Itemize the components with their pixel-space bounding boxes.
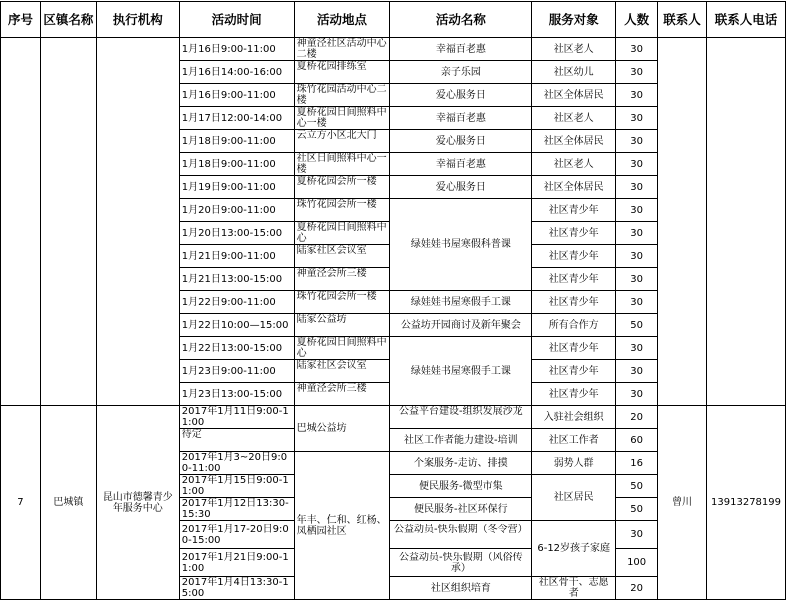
place-cell: 云立方小区北大门 <box>294 130 390 153</box>
target-cell-merged: 6-12岁孩子家庭 <box>532 521 616 577</box>
activity-cell: 社区组织培育 <box>390 577 532 600</box>
count-cell: 50 <box>616 498 658 521</box>
time-cell: 1月20日13:00-15:00 <box>179 222 294 245</box>
activity-cell: 公益平台建设-组织发展沙龙 <box>390 406 532 429</box>
count-cell: 30 <box>616 176 658 199</box>
place-cell: 夏桥花园日间照料中心 <box>294 222 390 245</box>
time-cell: 1月18日9:00-11:00 <box>179 153 294 176</box>
activity-cell: 幸福百老惠 <box>390 38 532 61</box>
time-cell: 1月22日13:00-15:00 <box>179 337 294 360</box>
target-cell: 社区老人 <box>532 107 616 130</box>
place-cell: 夏桥花园日间照料中心一楼 <box>294 107 390 130</box>
time-cell: 2017年1月12日13:30-15:30 <box>179 498 294 521</box>
target-cell: 弱势人群 <box>532 452 616 475</box>
time-cell: 1月16日9:00-11:00 <box>179 38 294 61</box>
count-cell: 16 <box>616 452 658 475</box>
target-cell: 社区青少年 <box>532 199 616 222</box>
place-cell: 神童泾会所三楼 <box>294 268 390 291</box>
activity-cell: 公益动员-快乐假期（风俗传承） <box>390 549 532 577</box>
time-cell: 2017年1月4日13:30-15:00 <box>179 577 294 600</box>
time-cell: 待定 <box>179 429 294 452</box>
table-row <box>1 38 786 61</box>
header-town: 区镇名称 <box>40 2 96 38</box>
header-phone: 联系人电话 <box>707 2 786 38</box>
count-cell: 30 <box>616 245 658 268</box>
seq-cell <box>1 38 41 406</box>
activity-cell: 爱心服务日 <box>390 176 532 199</box>
place-cell: 夏桥花园日间照料中心 <box>294 337 390 360</box>
contact-cell: 曾川 <box>658 406 707 600</box>
time-cell: 1月17日12:00-14:00 <box>179 107 294 130</box>
place-cell-merged: 年丰、仁和、红杨、凤栖园社区 <box>294 452 390 600</box>
count-cell: 30 <box>616 268 658 291</box>
time-cell: 1月22日10:00—15:00 <box>179 314 294 337</box>
count-cell: 30 <box>616 61 658 84</box>
header-place: 活动地点 <box>294 2 390 38</box>
time-cell: 1月20日9:00-11:00 <box>179 199 294 222</box>
time-cell: 1月23日9:00-11:00 <box>179 360 294 383</box>
count-cell: 30 <box>616 153 658 176</box>
place-cell: 社区日间照料中心一楼 <box>294 153 390 176</box>
count-cell: 30 <box>616 38 658 61</box>
header-target: 服务对象 <box>532 2 616 38</box>
target-cell: 社区青少年 <box>532 268 616 291</box>
time-cell: 1月23日13:00-15:00 <box>179 383 294 406</box>
place-cell: 夏桥花园排练室 <box>294 61 390 84</box>
place-cell: 陆家公益坊 <box>294 314 390 337</box>
activity-cell: 公益坊开园商讨及新年聚会 <box>390 314 532 337</box>
place-cell: 珠竹花园活动中心二楼 <box>294 84 390 107</box>
count-cell: 20 <box>616 577 658 600</box>
activity-cell: 爱心服务日 <box>390 84 532 107</box>
time-cell: 2017年1月21日9:00-11:00 <box>179 549 294 577</box>
activity-cell: 幸福百老惠 <box>390 153 532 176</box>
time-cell: 1月19日9:00-11:00 <box>179 176 294 199</box>
place-cell-merged: 巴城公益坊 <box>294 406 390 452</box>
activity-cell: 爱心服务日 <box>390 130 532 153</box>
contact-cell <box>658 38 707 406</box>
count-cell: 30 <box>616 291 658 314</box>
time-cell: 1月22日9:00-11:00 <box>179 291 294 314</box>
activity-cell-merged: 绿娃娃书屋寒假科普课 <box>390 199 532 291</box>
org-cell <box>96 38 179 406</box>
target-cell: 社区全体居民 <box>532 176 616 199</box>
place-cell: 神童泾会所三楼 <box>294 383 390 406</box>
town-cell: 巴城镇 <box>40 406 96 600</box>
header-count: 人数 <box>616 2 658 38</box>
target-cell: 社区幼儿 <box>532 61 616 84</box>
seq-cell: 7 <box>1 406 41 600</box>
count-cell: 60 <box>616 429 658 452</box>
target-cell: 社区全体居民 <box>532 130 616 153</box>
count-cell: 30 <box>616 360 658 383</box>
target-cell: 社区青少年 <box>532 222 616 245</box>
activity-cell: 公益动员-快乐假期（冬令营） <box>390 521 532 549</box>
count-cell: 30 <box>616 383 658 406</box>
header-seq: 序号 <box>1 2 41 38</box>
activity-cell: 社区工作者能力建设-培训 <box>390 429 532 452</box>
target-cell: 社区青少年 <box>532 383 616 406</box>
count-cell: 30 <box>616 84 658 107</box>
activity-cell: 幸福百老惠 <box>390 107 532 130</box>
count-cell: 30 <box>616 199 658 222</box>
target-cell-merged: 社区居民 <box>532 475 616 521</box>
activity-cell: 便民服务-微型市集 <box>390 475 532 498</box>
target-cell: 社区老人 <box>532 38 616 61</box>
target-cell: 社区全体居民 <box>532 84 616 107</box>
place-cell: 珠竹花园会所一楼 <box>294 199 390 222</box>
activity-cell: 亲子乐园 <box>390 61 532 84</box>
town-cell <box>40 38 96 406</box>
place-cell: 珠竹花园会所一楼 <box>294 291 390 314</box>
header-activity: 活动名称 <box>390 2 532 38</box>
time-cell: 2017年1月15日9:00-11:00 <box>179 475 294 498</box>
header-org: 执行机构 <box>96 2 179 38</box>
place-cell: 陆家社区会议室 <box>294 245 390 268</box>
target-cell: 所有合作方 <box>532 314 616 337</box>
target-cell: 社区青少年 <box>532 291 616 314</box>
time-cell: 2017年1月17-20日9:00-15:00 <box>179 521 294 549</box>
count-cell: 30 <box>616 337 658 360</box>
target-cell: 社区工作者 <box>532 429 616 452</box>
count-cell: 30 <box>616 107 658 130</box>
target-cell: 社区老人 <box>532 153 616 176</box>
phone-cell: 13913278199 <box>707 406 786 600</box>
target-cell: 社区青少年 <box>532 360 616 383</box>
activity-cell: 个案服务-走访、排摸 <box>390 452 532 475</box>
time-cell: 1月21日9:00-11:00 <box>179 245 294 268</box>
header-contact: 联系人 <box>658 2 707 38</box>
time-cell: 1月18日9:00-11:00 <box>179 130 294 153</box>
org-cell: 昆山市德馨青少年服务中心 <box>96 406 179 600</box>
count-cell: 30 <box>616 521 658 549</box>
count-cell: 30 <box>616 222 658 245</box>
table-header-row <box>1 2 786 38</box>
target-cell: 社区青少年 <box>532 245 616 268</box>
activity-cell: 绿娃娃书屋寒假手工课 <box>390 291 532 314</box>
activity-cell: 便民服务-社区环保行 <box>390 498 532 521</box>
count-cell: 30 <box>616 130 658 153</box>
count-cell: 20 <box>616 406 658 429</box>
table-row <box>1 406 786 429</box>
time-cell: 1月21日13:00-15:00 <box>179 268 294 291</box>
target-cell: 社区青少年 <box>532 337 616 360</box>
place-cell: 夏桥花园会所一楼 <box>294 176 390 199</box>
target-cell: 社区骨干、志愿者 <box>532 577 616 600</box>
time-cell: 2017年1月3~20日9:00-11:00 <box>179 452 294 475</box>
time-cell: 1月16日9:00-11:00 <box>179 84 294 107</box>
time-cell: 1月16日14:00-16:00 <box>179 61 294 84</box>
count-cell: 100 <box>616 549 658 577</box>
phone-cell <box>707 38 786 406</box>
count-cell: 50 <box>616 314 658 337</box>
count-cell: 50 <box>616 475 658 498</box>
activity-cell-merged: 绿娃娃书屋寒假手工课 <box>390 337 532 406</box>
place-cell: 陆家社区会议室 <box>294 360 390 383</box>
activity-schedule-table <box>0 1 786 600</box>
header-time: 活动时间 <box>179 2 294 38</box>
place-cell: 神童泾社区活动中心二楼 <box>294 38 390 61</box>
time-cell: 2017年1月11日9:00-11:00 <box>179 406 294 429</box>
target-cell: 入驻社会组织 <box>532 406 616 429</box>
